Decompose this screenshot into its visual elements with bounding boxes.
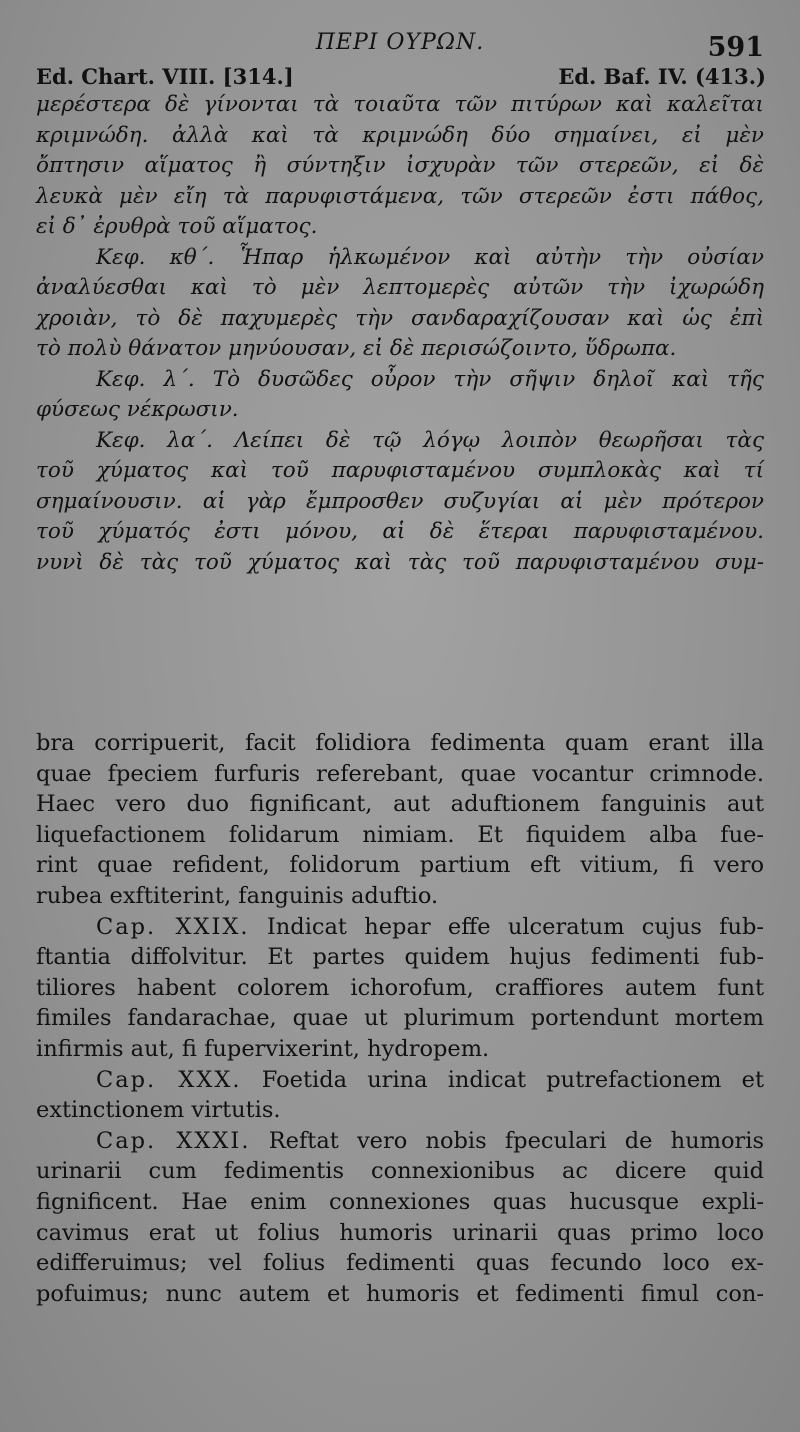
latin-line: liquefactionem folidarum nimiam. Et fiquidem alba fue-	[36, 821, 764, 848]
latin-line: bra corripuerit, facit folidiora fedimenta quam erant illa	[36, 730, 764, 756]
latin-line: fimiles fandarachae, quae ut plurimum portendunt mortem	[36, 1005, 764, 1032]
latin-chapter-label: Cap. XXXI.	[96, 1127, 251, 1154]
greek-line: ἀναλύεσθαι καὶ τὸ μὲν λεπτομερὲς αὐτῶν τὴν ἰχωρώδη	[36, 275, 764, 300]
latin-chapter-label: Cap. XXIX.	[96, 913, 250, 940]
latin-text-block	[36, 728, 764, 1309]
latin-line: Indicat hepar effe ulceratum cujus fub-	[266, 913, 765, 940]
latin-line: rubea exftiterint, fanguinis aduftio.	[36, 882, 439, 909]
latin-line: ftantia diffolvitur. Et partes quidem hujus fedimenti fub-	[36, 944, 764, 971]
greek-text-block	[36, 90, 764, 578]
latin-line: Haec vero duo fignificant, aut aduftionem fanguinis aut	[36, 791, 764, 818]
latin-chapter-line	[36, 912, 764, 943]
greek-chapter-line	[36, 365, 764, 396]
edition-reference-line	[36, 64, 766, 90]
page-header	[0, 30, 800, 63]
edition-basel-reference: Ed. Baf. IV. (413.)	[558, 64, 766, 89]
greek-line: χροιὰν, τὸ δὲ παχυμερὲς τὴν σανδαραχίζουσαν καὶ ὡς ἐπὶ	[36, 305, 764, 331]
latin-line: pofuimus; nunc autem et humoris et fedimenti fimul con-	[36, 1280, 764, 1307]
running-title: ΠΕΡΙ ΟΥΡΩΝ.	[315, 30, 485, 55]
greek-line: εἰ δ᾽ ἐρυθρὰ τοῦ αἵματος.	[36, 214, 318, 239]
latin-line: edifferuimus; vel folius fedimenti quas fecundo loco ex-	[36, 1250, 764, 1277]
greek-chapter-label: Κεφ. λ΄.	[96, 366, 195, 392]
latin-line: Reftat vero nobis fpeculari de humoris	[268, 1127, 765, 1154]
latin-line: fignificent. Hae enim connexiones quas hucusque expli-	[36, 1188, 764, 1215]
greek-line: μερέστερα δὲ γίνονται τὰ τοιαῦτα τῶν πιτύρων καὶ καλεῖται	[36, 92, 764, 117]
greek-line: νυνὶ δὲ τὰς τοῦ χύματος καὶ τὰς τοῦ παρυφισταμένου συμ-	[36, 549, 764, 575]
greek-line: Τὸ δυσῶδες οὖρον τὴν σῆψιν δηλοῖ καὶ τῆς	[212, 366, 764, 392]
page-number: 591	[707, 32, 764, 63]
greek-line: φύσεως νέκρωσιν.	[36, 397, 239, 422]
greek-line: τοῦ χύματός ἐστι μόνου, αἱ δὲ ἕτεραι παρυφισταμένου.	[36, 519, 764, 544]
latin-chapter-label: Cap. XXX.	[96, 1066, 242, 1093]
greek-line: Ἧπαρ ἡλκωμένον καὶ αὐτὴν τὴν οὐσίαν	[238, 244, 764, 270]
greek-line: κριμνώδη. ἀλλὰ καὶ τὰ κριμνώδη δύο σημαίνει, εἰ μὲν	[36, 122, 764, 148]
latin-line: quae fpeciem furfuris referebant, quae vocantur crimnode.	[36, 760, 764, 787]
greek-chapter-line	[36, 426, 764, 457]
greek-chapter-label: Κεφ. κθ΄.	[96, 244, 215, 270]
greek-line: σημαίνουσιν. αἱ γὰρ ἔμπροσθεν συζυγίαι αἱ μὲν πρότερον	[36, 488, 764, 514]
latin-line: cavimus erat ut folius humoris urinarii quas primo loco	[36, 1219, 764, 1246]
greek-line: τὸ πολὺ θάνατον μηνύουσαν, εἰ δὲ περισώζοιντο, ὕδρωπα.	[36, 336, 677, 361]
edition-chart-reference: Ed. Chart. VIII. [314.]	[36, 64, 294, 89]
latin-line: infirmis aut, fi fupervixerint, hydropem.	[36, 1035, 490, 1062]
greek-chapter-line	[36, 243, 764, 274]
latin-line: urinarii cum fedimentis connexionibus ac dicere quid	[36, 1158, 764, 1185]
latin-chapter-line	[36, 1126, 764, 1157]
latin-line: extinctionem virtutis.	[36, 1097, 281, 1124]
greek-line: ὄπτησιν αἵματος ἢ σύντηξιν ἰσχυρὰν τῶν στερεῶν, εἰ δὲ	[36, 153, 764, 178]
latin-line: rint quae refident, folidorum partium eft vitium, fi vero	[36, 852, 764, 879]
greek-line: Λείπει δὲ τῷ λόγῳ λοιπὸν θεωρῆσαι τὰς	[234, 427, 764, 453]
latin-line: tiliores habent colorem ichorofum, craffiores autem funt	[36, 974, 764, 1001]
greek-line: τοῦ χύματος καὶ τοῦ παρυφισταμένου συμπλοκὰς καὶ τί	[36, 458, 764, 483]
greek-line: λευκὰ μὲν εἴη τὰ παρυφιστάμενα, τῶν στερεῶν ἐστι πάθος,	[36, 183, 764, 209]
greek-chapter-label: Κεφ. λα΄.	[96, 427, 213, 453]
latin-chapter-line	[36, 1065, 764, 1096]
latin-line: Foetida urina indicat putrefactionem et	[261, 1066, 765, 1093]
